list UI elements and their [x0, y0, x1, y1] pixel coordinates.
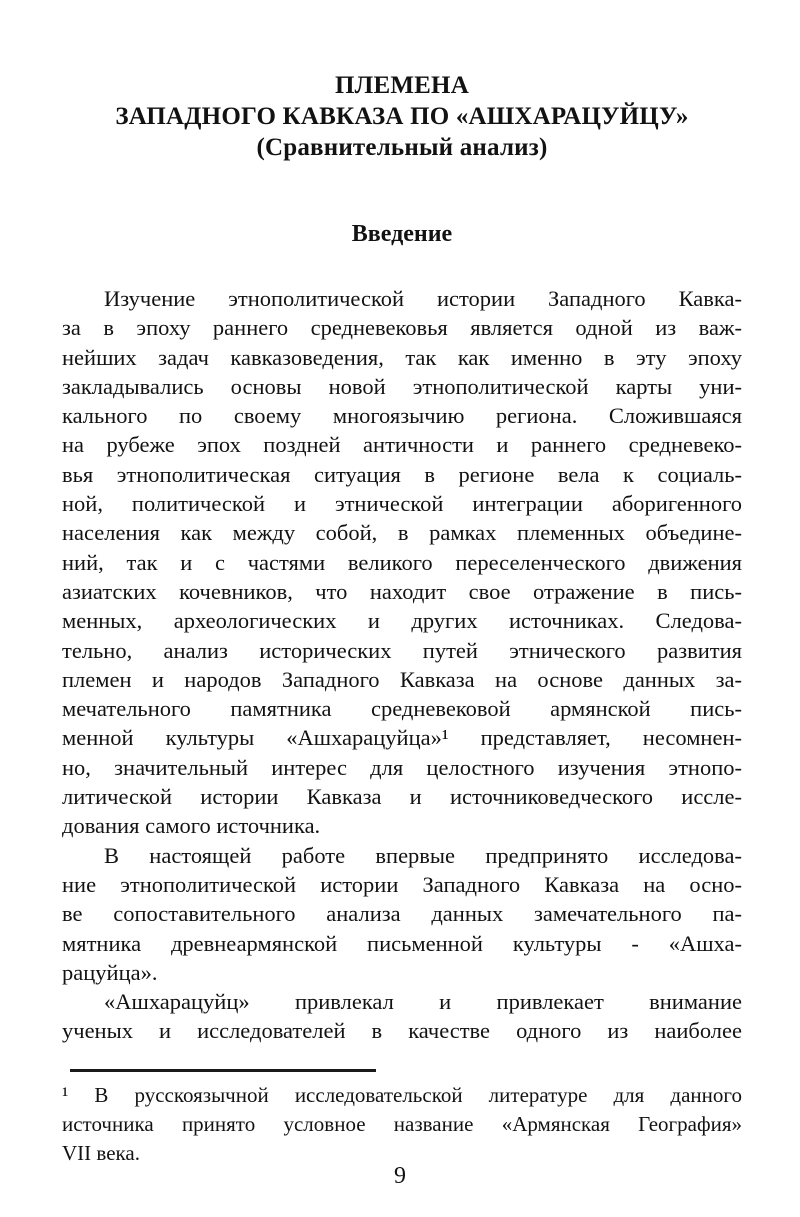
page-title-line-1: ПЛЕМЕНА [335, 72, 469, 99]
text-line: дования самого источника. [62, 813, 321, 839]
text-line: тельно, анализ исторических путей этнического развития [62, 637, 742, 663]
text-line: кального по своему многоязычию региона. Сложившаяся [62, 403, 742, 429]
text-line: мечательного памятника средневековой армянской пись- [62, 696, 742, 722]
body-text [62, 284, 742, 1046]
footnote-line: ¹ В русскоязычной исследовательской литературе для данного [62, 1082, 742, 1107]
text-line: менных, археологических и других источниках. Следова- [62, 608, 742, 634]
text-line: мятника древнеармянской письменной культуры - «Ашха- [62, 930, 742, 956]
text-line: ний, так и с частями великого переселенческого движения [62, 549, 742, 575]
text-line: закладывались основы новой этнополитической карты уни- [62, 373, 742, 399]
text-line: рацуйца». [62, 959, 158, 985]
footnote-line: источника принято условное название «Армянская География» [62, 1111, 742, 1136]
paragraph-2 [62, 841, 742, 987]
text-line: за в эпоху раннего средневековья является одной из важ- [62, 315, 742, 341]
text-line-with-footnote-ref: менной культуры «Ашхарацуйца»¹ представляет, несомнен- [62, 725, 742, 751]
text-line: литической истории Кавказа и источниковедческого иссле- [62, 784, 742, 810]
page-title-line-2: ЗАПАДНОГО КАВКАЗА ПО «АШХАРАЦУЙЦУ» [115, 103, 689, 130]
text-line: населения как между собой, в рамках племенных объедине- [62, 520, 742, 546]
footnote-divider [70, 1069, 376, 1072]
text-line: но, значительный интерес для целостного изучения этнопо- [62, 754, 742, 780]
text-line: Изучение этнополитической истории Западного Кавка- [104, 286, 742, 311]
text-line: азиатских кочевников, что находит свое отражение в пись- [62, 578, 742, 604]
text-line: ной, политической и этнической интеграции аборигенного [62, 491, 742, 517]
footnote-line: VII века. [62, 1140, 140, 1165]
page-number: 9 [394, 1163, 406, 1189]
page-title-line-3: (Сравнительный анализ) [256, 134, 548, 161]
text-line: на рубеже эпох поздней античности и раннего средневеко- [62, 432, 742, 458]
text-line: В настоящей работе впервые предпринято исследова- [104, 842, 742, 868]
text-line: «Ашхарацуйц» привлекал и привлекает внимание [104, 989, 742, 1015]
text-line: ние этнополитической истории Западного Кавказа на осно- [62, 871, 742, 897]
paragraph-3 [62, 987, 742, 1046]
text-line: нейших задач кавказоведения, так как именно в эту эпоху [62, 344, 742, 370]
text-line: ве сопоставительного анализа данных замечательного па- [62, 901, 742, 927]
paragraph-1 [62, 284, 742, 841]
page-title [62, 70, 742, 163]
text-line: племен и народов Западного Кавказа на основе данных за- [62, 666, 742, 692]
text-line: вья этнополитическая ситуация в регионе вела к социаль- [62, 461, 742, 487]
text-line: ученых и исследователей в качестве одного из наиболее [62, 1018, 742, 1044]
footnote [62, 1081, 742, 1168]
section-heading: Введение [351, 221, 453, 247]
